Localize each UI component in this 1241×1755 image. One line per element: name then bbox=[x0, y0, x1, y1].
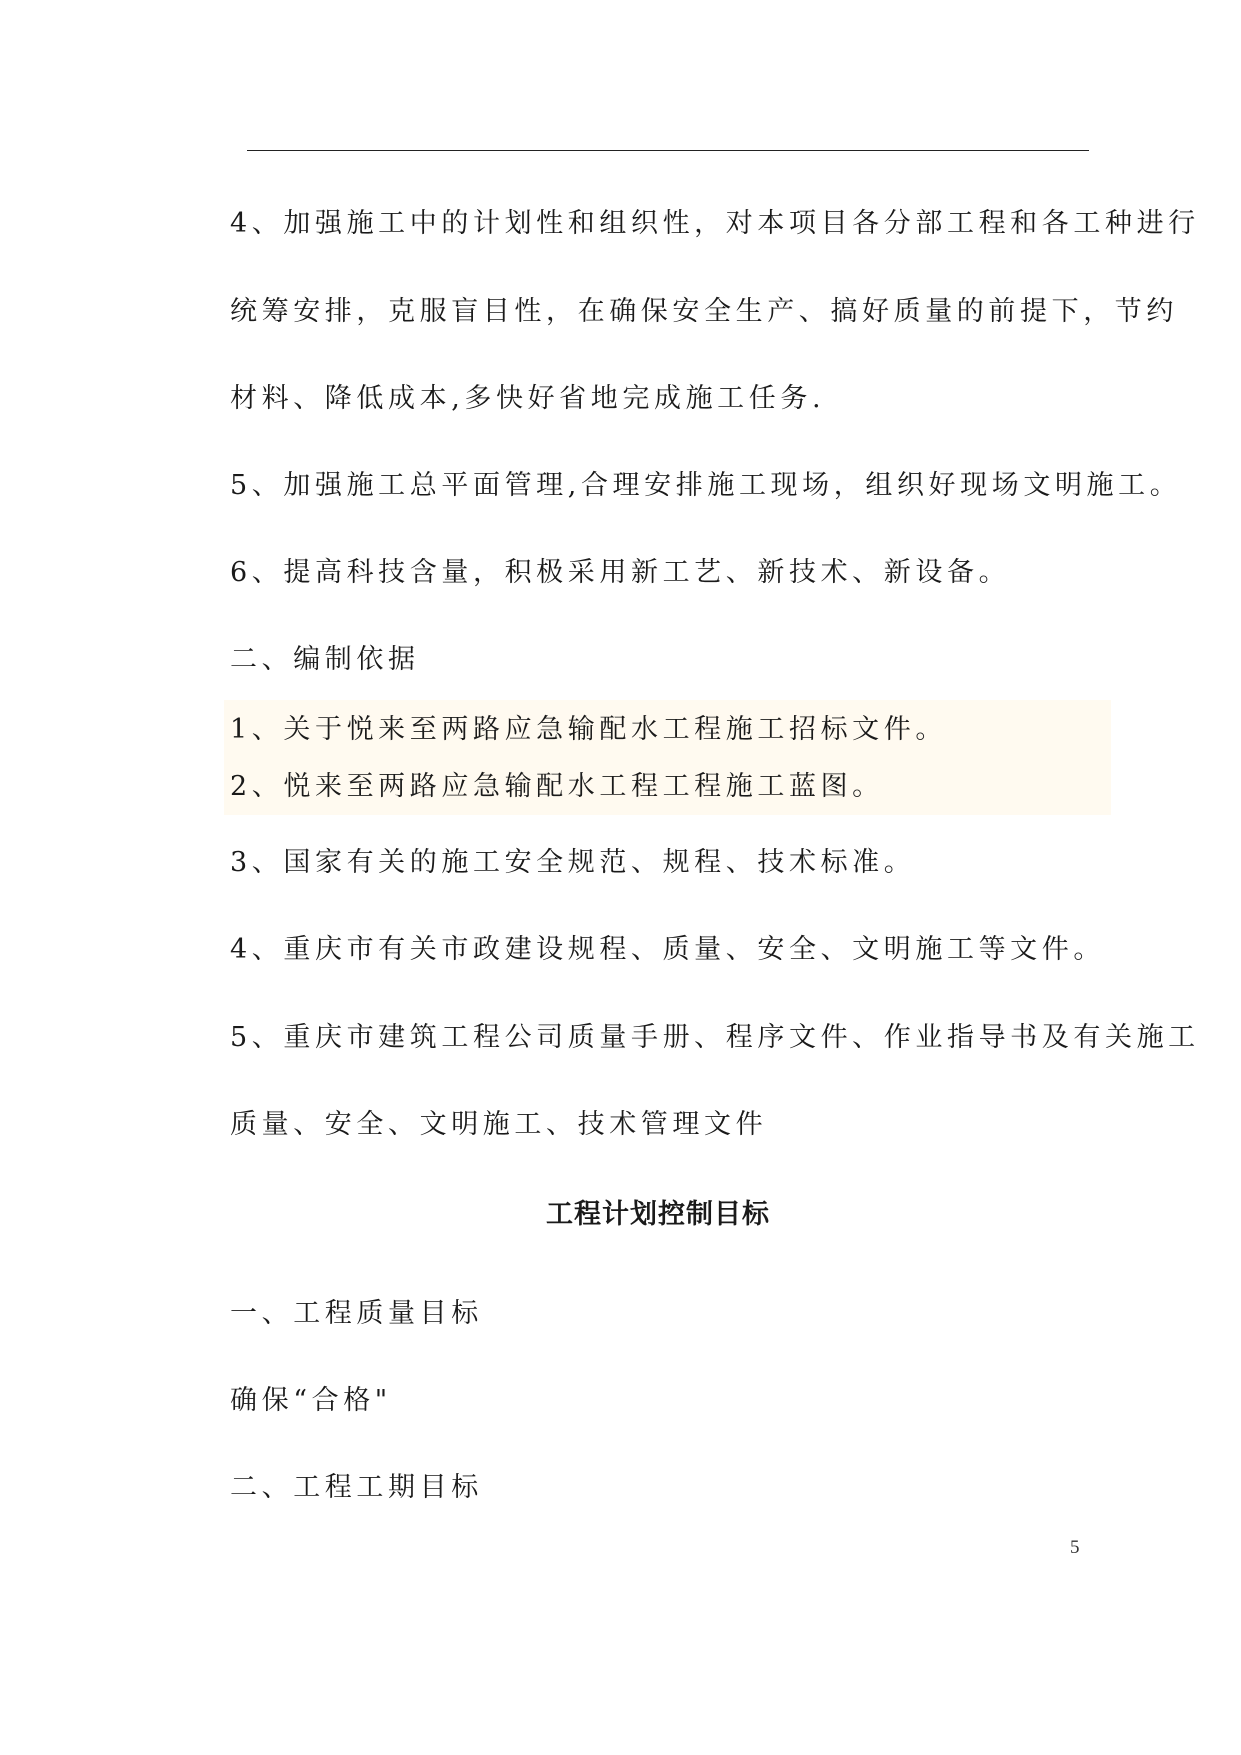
section-title: 工程计划控制目标 bbox=[546, 1199, 770, 1230]
text-line: 1、关于悦来至两路应急输配水工程施工招标文件。 bbox=[230, 714, 947, 745]
subheading: 二、工程工期目标 bbox=[230, 1472, 483, 1503]
header-rule bbox=[247, 150, 1089, 151]
text-line: 4、重庆市有关市政建设规程、质量、安全、文明施工等文件。 bbox=[230, 934, 1105, 965]
subheading: 二、编制依据 bbox=[230, 644, 420, 675]
text-line: 4、加强施工中的计划性和组织性，对本项目各分部工程和各工种进行 bbox=[230, 208, 1200, 239]
text-line: 5、加强施工总平面管理,合理安排施工现场，组织好现场文明施工。 bbox=[230, 470, 1182, 501]
text-line: 材料、降低成本,多快好省地完成施工任务. bbox=[230, 383, 826, 414]
text-line: 6、提高科技含量，积极采用新工艺、新技术、新设备。 bbox=[230, 557, 1011, 588]
text-line: 2、悦来至两路应急输配水工程工程施工蓝图。 bbox=[230, 771, 884, 802]
text-line: 质量、安全、文明施工、技术管理文件 bbox=[230, 1109, 768, 1140]
subheading: 一、工程质量目标 bbox=[230, 1298, 483, 1329]
text-line: 确保“合格" bbox=[230, 1385, 392, 1416]
text-line: 统筹安排，克服盲目性，在确保安全生产、搞好质量的前提下，节约 bbox=[230, 296, 1178, 327]
text-line: 5、重庆市建筑工程公司质量手册、程序文件、作业指导书及有关施工 bbox=[230, 1022, 1200, 1053]
page-number: 5 bbox=[1070, 1537, 1080, 1558]
text-line: 3、国家有关的施工安全规范、规程、技术标准。 bbox=[230, 847, 916, 878]
